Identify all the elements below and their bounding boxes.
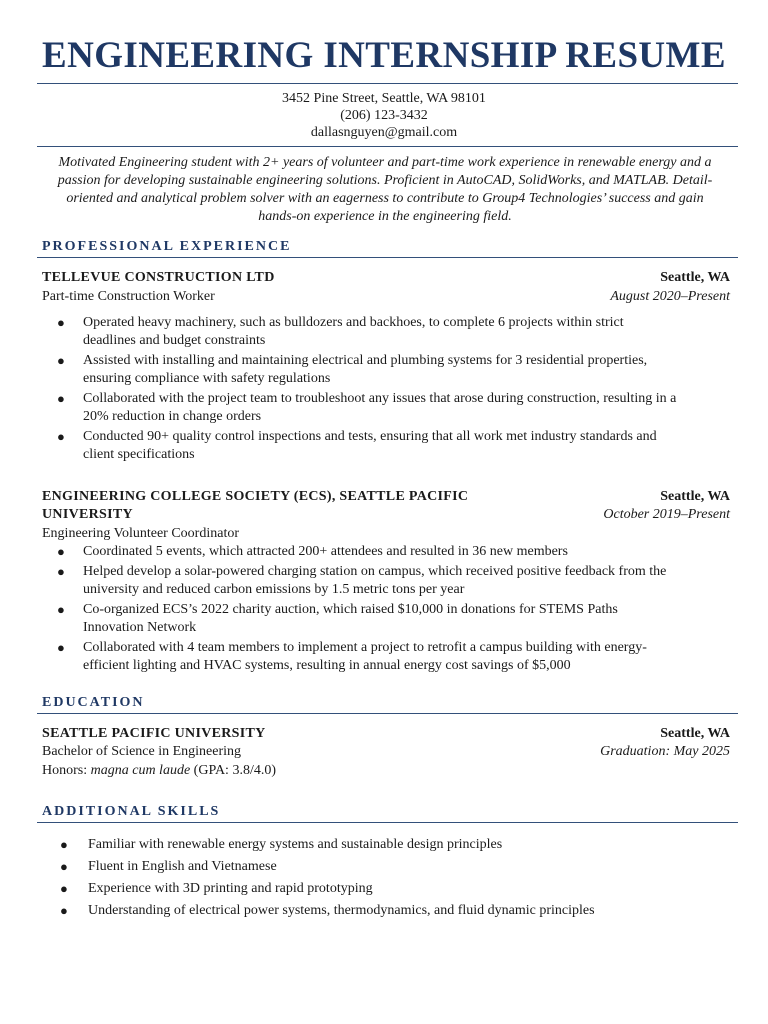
bullet-icon: ●	[60, 903, 68, 918]
school-location: Seattle, WA	[660, 726, 730, 741]
bullet-icon: ●	[60, 859, 68, 874]
section-heading-skills: ADDITIONAL SKILLS	[42, 804, 221, 819]
job-bullet-list	[57, 543, 677, 677]
job-dates: October 2019–Present	[603, 507, 730, 522]
job-role: Engineering Volunteer Coordinator	[42, 526, 239, 541]
job-role: Part-time Construction Worker	[42, 289, 215, 304]
list-item: ● Experience with 3D printing and rapid prototyping	[60, 881, 373, 896]
bullet-icon: ●	[57, 429, 65, 444]
professional-summary: Motivated Engineering student with 2+ years of volunteer and part-time work experience in renewable energy and a passion for developing sustainable engineering solutions. Proficient in AutoCAD, SolidWorks, and MATLAB. Detail-oriented and analytical problem solver with an eagerness to contribute to Group4 Technologies’ success and gain hands-on experience in the engineering field.	[57, 155, 713, 224]
contact-phone: (206) 123-3432	[340, 108, 428, 123]
school-name: SEATTLE PACIFIC UNIVERSITY	[42, 726, 266, 741]
bullet-icon: ●	[57, 564, 65, 579]
experience-divider	[37, 257, 738, 258]
contact-email: dallasnguyen@gmail.com	[310, 125, 458, 140]
bullet-icon: ●	[57, 544, 65, 559]
bullet-icon: ●	[57, 602, 65, 617]
bullet-icon: ●	[60, 881, 68, 896]
section-heading-education: EDUCATION	[42, 695, 145, 710]
list-item: ● Conducted 90+ quality control inspections and tests, ensuring that all work met industry standards and client specifications	[57, 429, 657, 462]
list-item: ● Collaborated with 4 team members to implement a project to retrofit a campus building with energy-efficient lighting and HVAC systems, resulting in annual energy cost savings of $5,000	[57, 640, 647, 673]
list-item: ● Collaborated with the project team to troubleshoot any issues that arose during construction, resulting in a 20% reduction in change orders	[57, 391, 677, 424]
job-dates: August 2020–Present	[610, 289, 730, 304]
contact-divider	[37, 146, 738, 147]
bullet-icon: ●	[60, 837, 68, 852]
list-item: ● Helped develop a solar-powered charging station on campus, which received positive feedback from the university and reduced carbon emissions by 1.5 metric tons per year	[57, 564, 667, 597]
job-org: TELLEVUE CONSTRUCTION LTD	[42, 270, 275, 285]
graduation-date: Graduation: May 2025	[600, 744, 730, 759]
resume-title: ENGINEERING INTERNSHIP RESUME	[42, 35, 726, 76]
list-item: ● Fluent in English and Vietnamese	[60, 859, 277, 874]
bullet-icon: ●	[57, 391, 65, 406]
job-org-line-2: UNIVERSITY	[42, 507, 133, 522]
list-item: ● Familiar with renewable energy systems and sustainable design principles	[60, 837, 503, 852]
bullet-icon: ●	[57, 640, 65, 655]
job-location: Seattle, WA	[660, 489, 730, 504]
bullet-icon: ●	[57, 353, 65, 368]
list-item: ● Understanding of electrical power systems, thermodynamics, and fluid dynamic principles	[60, 903, 595, 918]
list-item: ● Operated heavy machinery, such as bulldozers and backhoes, to complete 6 projects within strict deadlines and budget constraints	[57, 315, 624, 348]
contact-address: 3452 Pine Street, Seattle, WA 98101	[282, 91, 486, 106]
title-divider	[37, 83, 738, 84]
bullet-icon: ●	[57, 315, 65, 330]
list-item: ● Assisted with installing and maintaining electrical and plumbing systems for 3 residential properties, ensuring compliance with safety regulations	[57, 353, 648, 386]
list-item: ● Co-organized ECS’s 2022 charity auction, which raised $10,000 in donations for STEMS Paths Innovation Network	[57, 602, 618, 635]
education-divider	[37, 713, 738, 714]
job-location: Seattle, WA	[660, 270, 730, 285]
skills-list	[60, 836, 740, 924]
job-bullet-list	[57, 314, 677, 466]
section-heading-experience: PROFESSIONAL EXPERIENCE	[42, 239, 292, 254]
job-org-line-1: ENGINEERING COLLEGE SOCIETY (ECS), SEATTLE PACIFIC	[42, 489, 469, 504]
honors: Honors: magna cum laude (GPA: 3.8/4.0)	[42, 763, 276, 778]
degree: Bachelor of Science in Engineering	[42, 744, 242, 759]
skills-divider	[37, 822, 738, 823]
list-item: ● Coordinated 5 events, which attracted 200+ attendees and resulted in 36 new members	[57, 544, 568, 559]
